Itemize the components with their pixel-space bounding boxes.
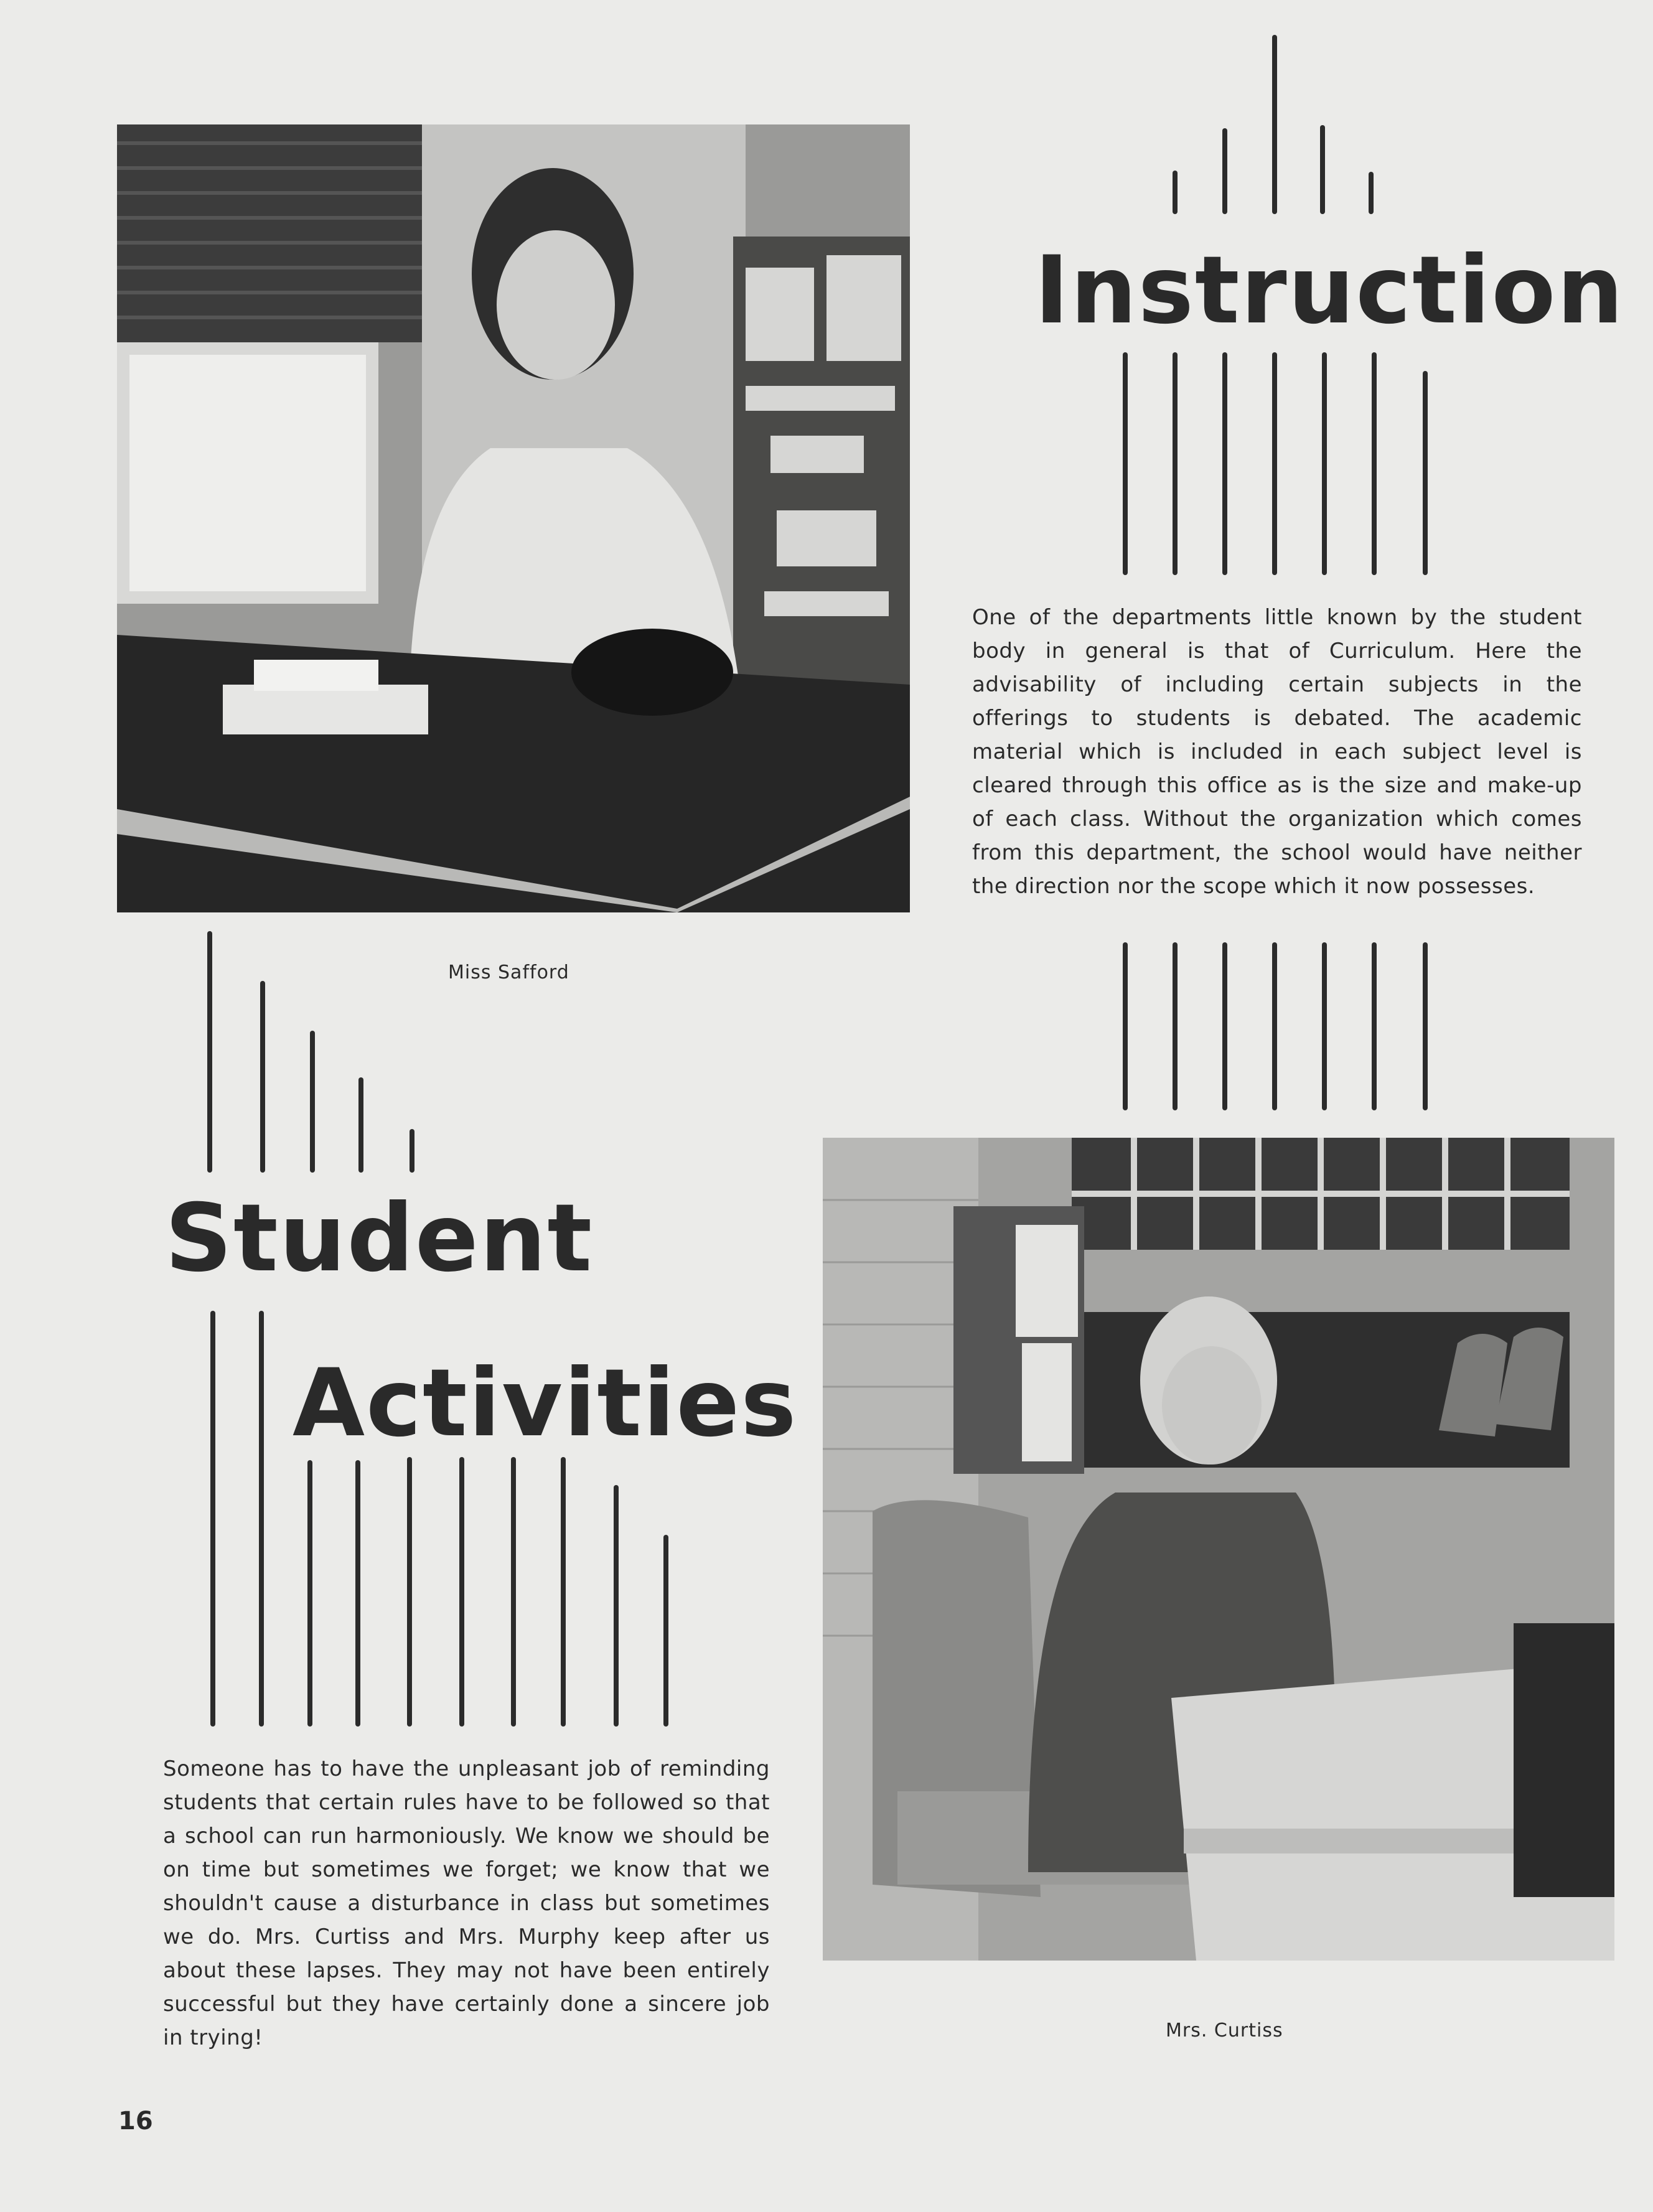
photo-miss-safford: [117, 124, 910, 912]
heading-student: Student: [165, 1184, 594, 1293]
page-number: 16: [118, 2107, 153, 2135]
student-activities-paragraph: Someone has to have the unpleasant job of reminding students that certain rules have to be followed so that a school can run harmoniously. We know we should be on time but sometimes we forget; we know that we shouldn't cause a disturbance in class but sometimes we do. Mrs. Curtiss and Mrs. Murphy keep after us about these lapses. They may not have been entirely successful but they have certainly done a sincere job in trying!: [163, 1756, 770, 2050]
caption-mrs-curtiss: Mrs. Curtiss: [1166, 2020, 1283, 2041]
heading-activities: Activities: [293, 1349, 798, 1458]
caption-miss-safford: Miss Safford: [448, 962, 569, 983]
instruction-paragraph: One of the departments little known by the student body in general is that of Curriculum. Here the advisability of including certain subjects in the offerings to students is debated. The academic material which is included in each subject level is cleared through this office as is the size and make-up of each class. Without the organization which comes from this department, the school would have neither the direction nor the scope which it now possesses.: [972, 605, 1582, 899]
photo-mrs-curtiss: [823, 1138, 1614, 1961]
heading-instruction: Instruction: [1034, 237, 1625, 345]
